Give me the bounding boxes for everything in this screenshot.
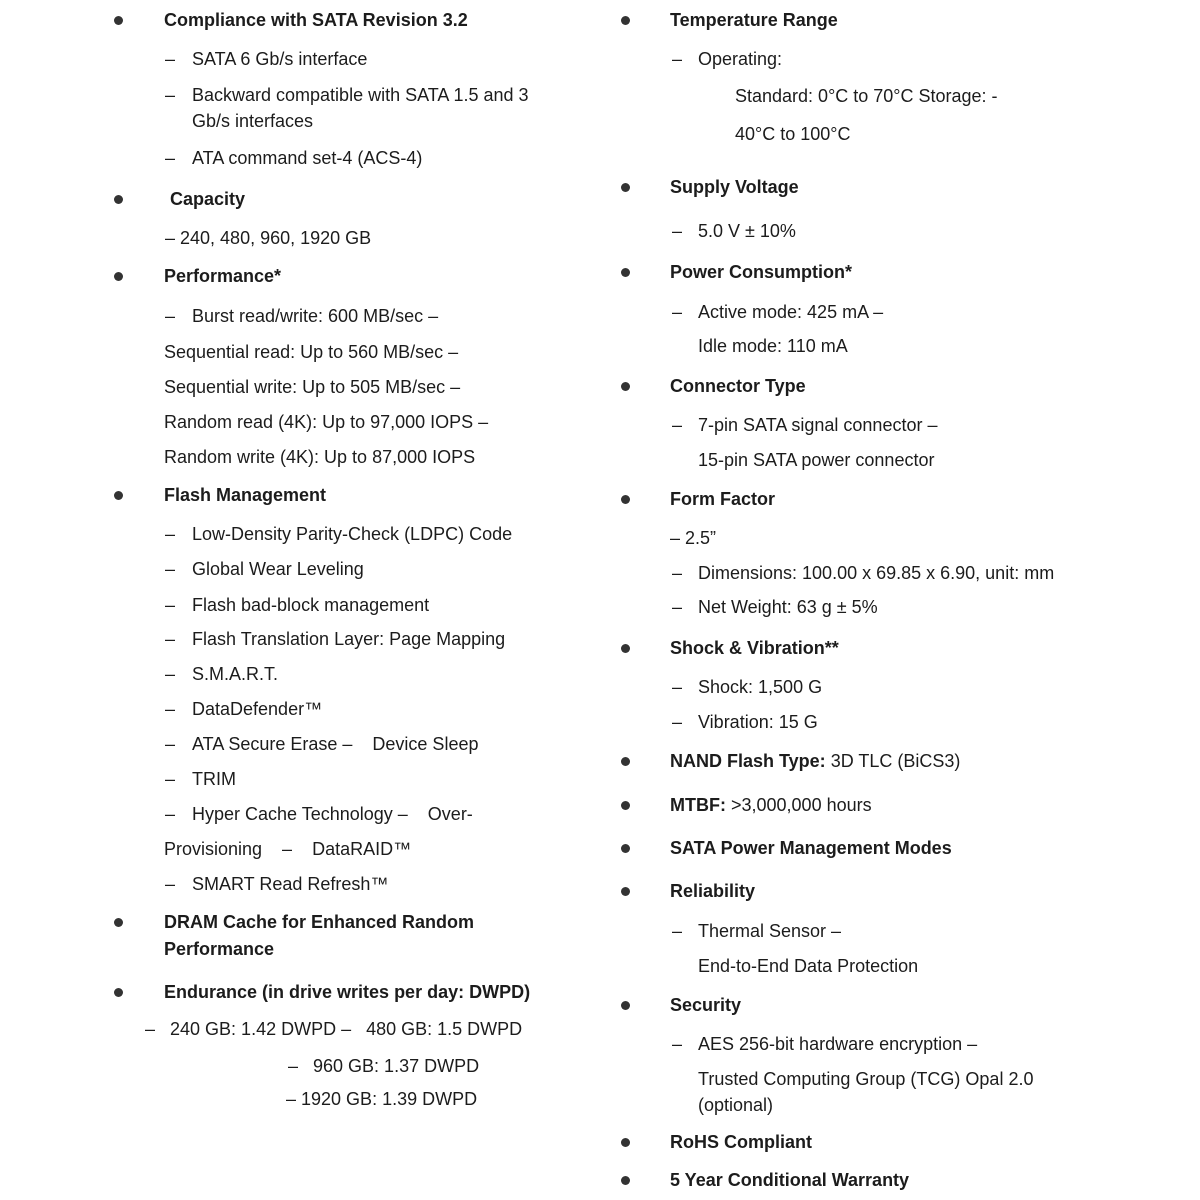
dash: –	[165, 664, 176, 684]
section-title: Flash Management	[164, 485, 327, 505]
bullet-icon	[114, 16, 123, 25]
list-item: Flash bad-block management	[192, 595, 430, 615]
list-item: Active mode: 425 mA –	[698, 302, 884, 322]
bullet-icon	[621, 757, 630, 766]
dash: –	[165, 49, 176, 69]
bullet-icon	[621, 1176, 630, 1185]
section-title: Supply Voltage	[670, 177, 799, 197]
bullet-icon	[621, 1138, 630, 1147]
section-title: Capacity	[170, 189, 246, 209]
nand-flash-type	[670, 750, 960, 772]
section-title: Reliability	[670, 881, 756, 901]
list-item: (optional)	[698, 1095, 774, 1115]
list-item: Sequential write: Up to 505 MB/sec –	[164, 377, 461, 397]
list-item: Idle mode: 110 mA	[698, 336, 848, 356]
bullet-icon	[621, 887, 630, 896]
dash: –	[672, 415, 683, 435]
dash: –	[672, 921, 683, 941]
bullet-icon	[114, 988, 123, 997]
list-item: End-to-End Data Protection	[698, 956, 919, 976]
spec-label: MTBF:	[670, 795, 726, 815]
list-item: 40°C to 100°C	[735, 124, 851, 144]
list-item: Net Weight: 63 g ± 5%	[698, 597, 878, 617]
list-item: Low-Density Parity-Check (LDPC) Code	[192, 524, 513, 544]
list-item: TRIM	[192, 769, 236, 789]
list-item: – 2.5”	[670, 528, 717, 548]
dash: –	[165, 306, 176, 326]
list-item: Provisioning – DataRAID™	[164, 839, 412, 859]
section-title: Form Factor	[670, 489, 776, 509]
section-title-cont: Performance	[164, 939, 275, 959]
section-title: Endurance (in drive writes per day: DWPD)	[164, 982, 531, 1002]
dash: –	[165, 874, 176, 894]
section-title: Security	[670, 995, 742, 1015]
bullet-icon	[621, 183, 630, 192]
section-title: 5 Year Conditional Warranty	[670, 1170, 910, 1190]
list-item: 5.0 V ± 10%	[698, 221, 796, 241]
list-item: Thermal Sensor –	[698, 921, 842, 941]
list-item: Dimensions: 100.00 x 69.85 x 6.90, unit: mm	[698, 563, 1055, 583]
list-item: 7-pin SATA signal connector –	[698, 415, 938, 435]
bullet-icon	[621, 644, 630, 653]
list-item: Operating:	[698, 49, 783, 69]
dash: –	[165, 85, 176, 105]
bullet-icon	[621, 495, 630, 504]
bullet-icon	[114, 272, 123, 281]
list-item: Backward compatible with SATA 1.5 and 3	[192, 85, 529, 105]
list-item: Global Wear Leveling	[192, 559, 364, 579]
list-item: DataDefender™	[192, 699, 323, 719]
section-title: Performance*	[164, 266, 282, 286]
dash: –	[165, 148, 176, 168]
section-title: Temperature Range	[670, 10, 838, 30]
section-title: DRAM Cache for Enhanced Random	[164, 912, 475, 932]
section-title: Compliance with SATA Revision 3.2	[164, 10, 468, 30]
list-item: 15-pin SATA power connector	[698, 450, 935, 470]
dash: –	[672, 597, 683, 617]
section-title: RoHS Compliant	[670, 1132, 812, 1152]
dash: –	[672, 302, 683, 322]
dash: –	[165, 559, 176, 579]
dash: –	[165, 769, 176, 789]
section-title: Shock & Vibration**	[670, 638, 839, 658]
dash: –	[672, 1034, 683, 1054]
list-item: SMART Read Refresh™	[192, 874, 389, 894]
mtbf	[670, 794, 872, 816]
list-item: Trusted Computing Group (TCG) Opal 2.0	[698, 1069, 1034, 1089]
list-item: – 960 GB: 1.37 DWPD	[288, 1056, 480, 1076]
bullet-icon	[621, 16, 630, 25]
dash: –	[672, 677, 683, 697]
bullet-icon	[621, 1001, 630, 1010]
dash: –	[165, 595, 176, 615]
list-item: Burst read/write: 600 MB/sec –	[192, 306, 439, 326]
dash: –	[672, 712, 683, 732]
list-item: S.M.A.R.T.	[192, 664, 279, 684]
list-item: Shock: 1,500 G	[698, 677, 823, 697]
dash: –	[165, 734, 176, 754]
list-item: Gb/s interfaces	[192, 111, 314, 131]
section-title: Connector Type	[670, 376, 806, 396]
list-item: Flash Translation Layer: Page Mapping	[192, 629, 506, 649]
dash: –	[672, 221, 683, 241]
list-item: – 1920 GB: 1.39 DWPD	[286, 1089, 478, 1109]
spec-value: >3,000,000 hours	[725, 795, 872, 815]
list-item: ATA command set-4 (ACS-4)	[192, 148, 423, 168]
list-item: Random read (4K): Up to 97,000 IOPS –	[164, 412, 489, 432]
section-title: SATA Power Management Modes	[670, 838, 952, 858]
bullet-icon	[114, 918, 123, 927]
bullet-icon	[621, 844, 630, 853]
spec-label: NAND Flash Type:	[670, 751, 826, 771]
dash: –	[165, 699, 176, 719]
dash: –	[165, 629, 176, 649]
dash: –	[165, 804, 176, 824]
dash: –	[165, 524, 176, 544]
bullet-icon	[114, 491, 123, 500]
list-item: – 240, 480, 960, 1920 GB	[165, 228, 372, 248]
dash: –	[672, 563, 683, 583]
list-item: SATA 6 Gb/s interface	[192, 49, 368, 69]
section-title: Power Consumption*	[670, 262, 853, 282]
list-item: ATA Secure Erase – Device Sleep	[192, 734, 479, 754]
dash: –	[672, 49, 683, 69]
list-item: Random write (4K): Up to 87,000 IOPS	[164, 447, 476, 467]
bullet-icon	[114, 195, 123, 204]
list-item: Standard: 0°C to 70°C Storage: -	[735, 86, 998, 106]
list-item: AES 256-bit hardware encryption –	[698, 1034, 978, 1054]
bullet-icon	[621, 382, 630, 391]
list-item: Hyper Cache Technology – Over-	[192, 804, 473, 824]
bullet-icon	[621, 801, 630, 810]
list-item: Vibration: 15 G	[698, 712, 818, 732]
bullet-icon	[621, 268, 630, 277]
spec-value: 3D TLC (BiCS3)	[825, 751, 961, 771]
list-item: – 240 GB: 1.42 DWPD – 480 GB: 1.5 DWPD	[145, 1019, 523, 1039]
list-item: Sequential read: Up to 560 MB/sec –	[164, 342, 459, 362]
